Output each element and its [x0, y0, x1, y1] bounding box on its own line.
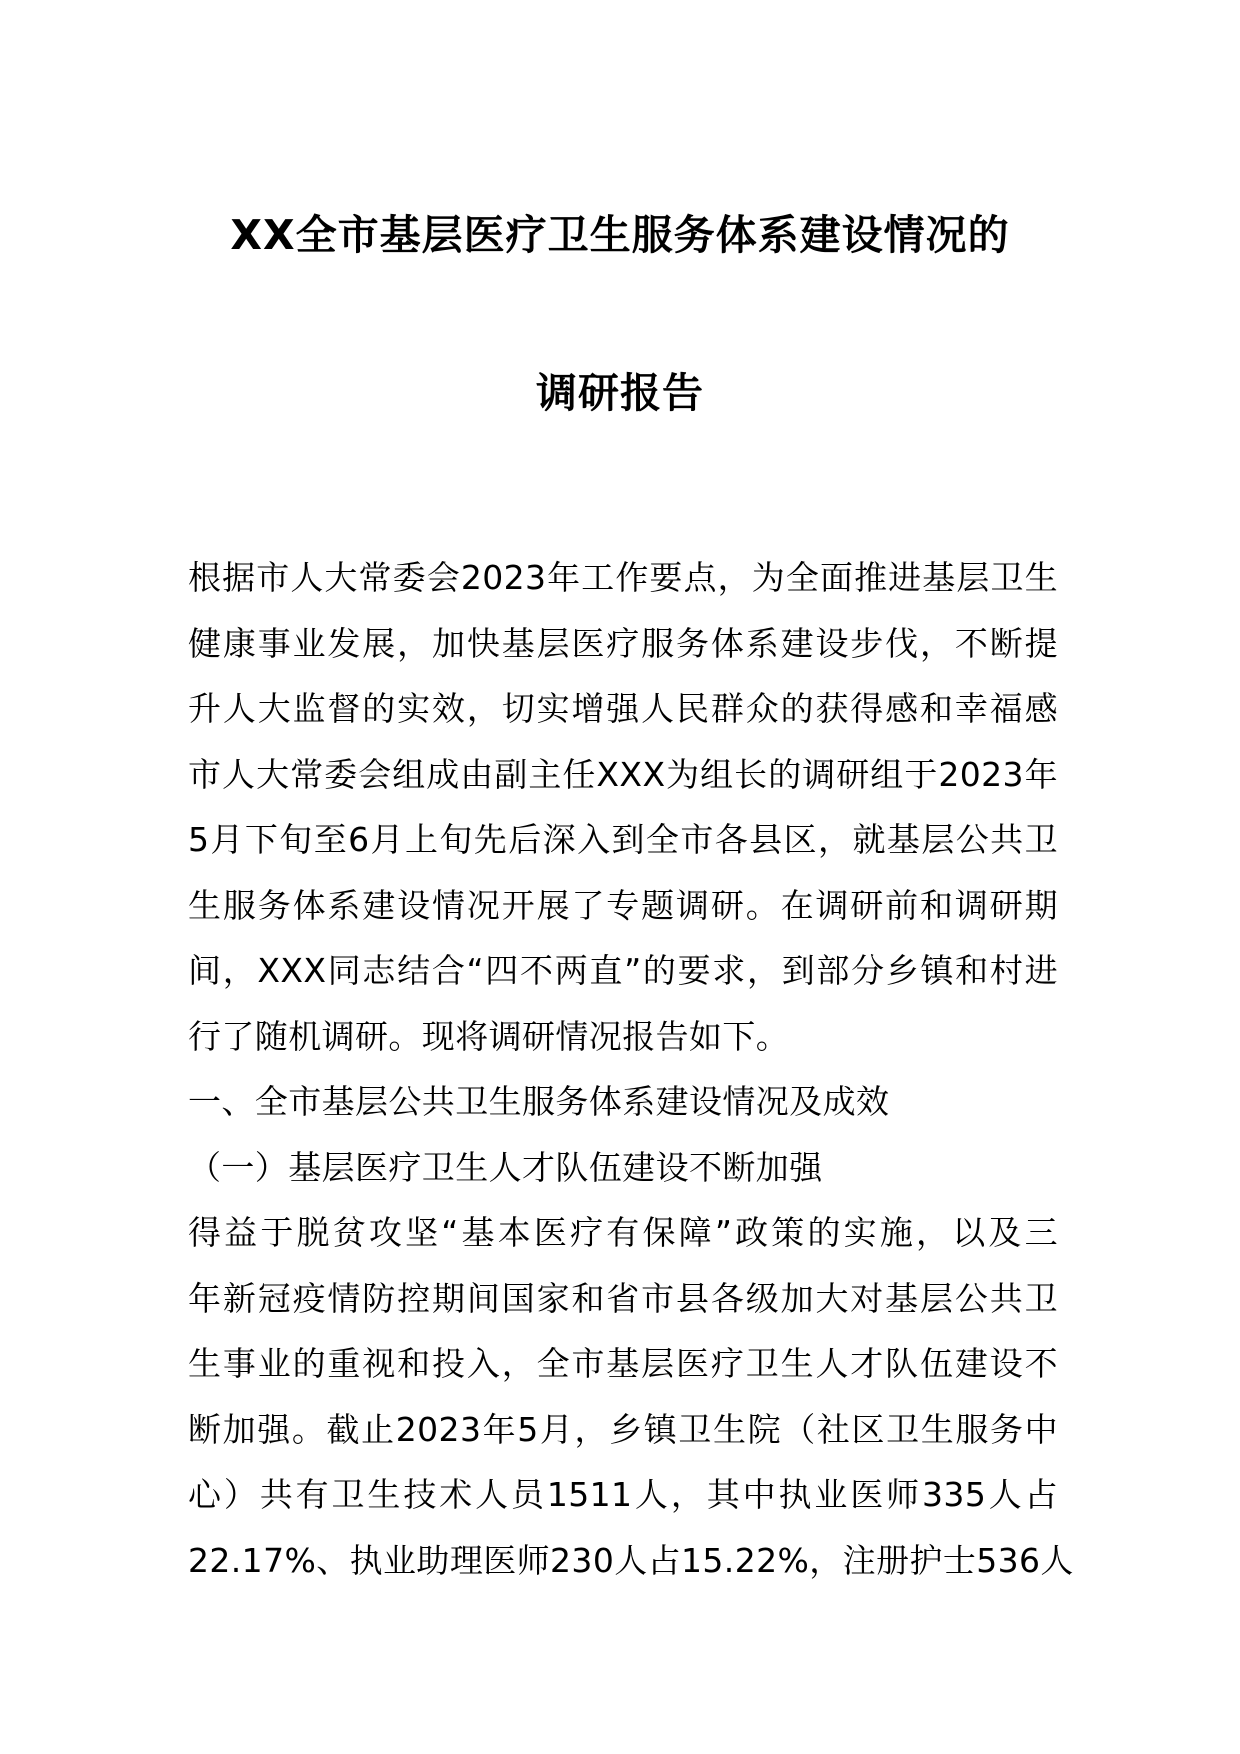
document-title-line-1: XX全市基层医疗卫生服务体系建设情况的 [230, 211, 1010, 259]
body-line: 健康事业发展，加快基层医疗服务体系建设步伐，不断提 [188, 623, 1058, 663]
document-title-line-2: 调研报告 [536, 369, 704, 417]
section-heading: 一、全市基层公共卫生服务体系建设情况及成效 [188, 1082, 890, 1121]
body-line: 断加强。截止2023年5月，乡镇卫生院（社区卫生服务中 [188, 1409, 1058, 1449]
body-line: 年新冠疫情防控期间国家和省市县各级加大对基层公共卫 [188, 1278, 1058, 1318]
body-line: 根据市人大常委会2023年工作要点，为全面推进基层卫生 [188, 558, 1058, 597]
body-line: 市人大常委会组成由副主任XXX为组长的调研组于2023年 [188, 754, 1058, 794]
body-line: 生服务体系建设情况开展了专题调研。在调研前和调研期 [188, 885, 1058, 925]
body-line: 生事业的重视和投入，全市基层医疗卫生人才队伍建设不 [188, 1344, 1058, 1383]
body-line: 得益于脱贫攻坚“基本医疗有保障”政策的实施，以及三 [188, 1213, 1058, 1252]
subsection-heading: （一）基层医疗卫生人才队伍建设不断加强 [188, 1147, 823, 1187]
body-line: 心）共有卫生技术人员1511人，其中执业医师335人占 [188, 1475, 1058, 1514]
body-line: 22.17%、执业助理医师230人占15.22%，注册护士536人 [188, 1540, 1074, 1580]
body-line: 升人大监督的实效，切实增强人民群众的获得感和幸福感 [188, 689, 1058, 728]
body-line: 间，XXX同志结合“四不两直”的要求，到部分乡镇和村进 [188, 951, 1058, 990]
body-line: 行了随机调研。现将调研情况报告如下。 [188, 1016, 790, 1056]
document-body [188, 545, 1074, 1593]
body-line: 5月下旬至6月上旬先后深入到全市各县区，就基层公共卫 [188, 820, 1058, 859]
